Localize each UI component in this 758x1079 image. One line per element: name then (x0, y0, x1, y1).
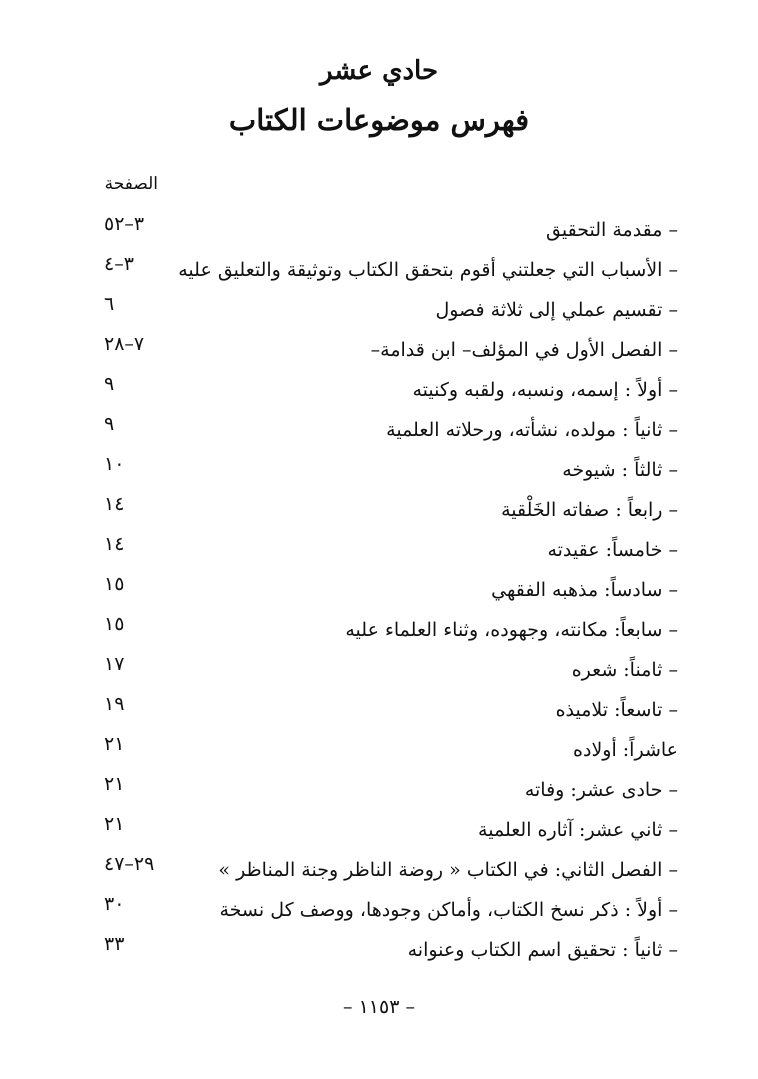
toc-entry-title: – ثانياً : تحقيق اسم الكتاب وعنوانه (407, 939, 678, 961)
toc-entry-page: ٧–٢٨ (104, 333, 145, 355)
toc-entry-title: – حادى عشر: وفاته (524, 779, 678, 801)
toc-entry-page: ٣–٤ (104, 253, 134, 275)
toc-entry-page: ٣–٥٢ (104, 213, 145, 235)
toc-entry-page: ٩ (104, 413, 115, 435)
toc-entry-page: ١٥ (104, 573, 125, 595)
toc-entry-page: ٩ (104, 373, 115, 395)
toc-entry-page: ٣٠ (104, 893, 125, 915)
toc-entry-page: ٣٣ (104, 933, 125, 955)
toc-entry-title: – سادساً: مذهبه الفقهي (491, 579, 678, 601)
toc-entry-page: ١٥ (104, 613, 125, 635)
toc-entry-title: – مقدمة التحقيق (546, 219, 678, 241)
toc-entry-title: – الفصل الأول في المؤلف– ابن قدامة– (370, 339, 678, 361)
toc-entry-page: ١٧ (104, 653, 125, 675)
toc-entry-title: – ثاني عشر: آثاره العلمية (478, 819, 678, 841)
toc-entry-page: ٢١ (104, 773, 125, 795)
toc-entry-title: عاشراً: أولاده (573, 739, 678, 761)
toc-entry-page: ٢١ (104, 813, 125, 835)
toc-entry-title: – الأسباب التي جعلتني أقوم بتحقق الكتاب وتوثيقة والتعليق عليه (178, 259, 678, 281)
toc-entry-title: – تاسعاً: تلاميذه (555, 699, 678, 721)
toc-entry-page: ١٤ (104, 533, 125, 555)
toc-entry-title: – سابعاً: مكانته، وجهوده، وثناء العلماء عليه (345, 619, 678, 641)
toc-entry-page: ٢١ (104, 733, 125, 755)
toc-entry-title: – ثامناً: شعره (571, 659, 678, 681)
toc-entry-title: – أولاً : ذكر نسخ الكتاب، وأماكن وجودها، ووصف كل نسخة (219, 899, 678, 921)
toc-entry-title: – أولاً : إسمه، ونسبه، ولقبه وكنيته (412, 379, 678, 401)
toc-entry-title: – ثانياً : مولده، نشأته، ورحلاته العلمية (386, 419, 678, 441)
toc-entry-title: – رابعاً : صفاته الخَلْقية (501, 499, 678, 521)
toc-entry-title: – تقسيم عملي إلى ثلاثة فصول (435, 299, 678, 321)
toc-entry-page: ٦ (104, 293, 115, 315)
toc-entry-title: – خامساً: عقيدته (547, 539, 678, 561)
toc-entry-page: ٢٩–٤٧ (104, 853, 155, 875)
toc-entry-title: – الفصل الثاني: في الكتاب « روضة الناظر وجنة المناظر » (218, 859, 678, 881)
chapter-heading: حادي عشر (319, 56, 439, 86)
toc-entry (0, 933, 758, 979)
page-column-label: الصفحة (104, 174, 158, 194)
page-number-footer: – ١١٥٣ – (343, 996, 415, 1018)
toc-entry-page: ١٠ (104, 453, 125, 475)
toc-entry-page: ١٤ (104, 493, 125, 515)
toc-entry-page: ١٩ (104, 693, 125, 715)
toc-entry-title: – ثالثاً : شيوخه (562, 459, 678, 481)
page-title: فهرس موضوعات الكتاب (228, 103, 530, 137)
